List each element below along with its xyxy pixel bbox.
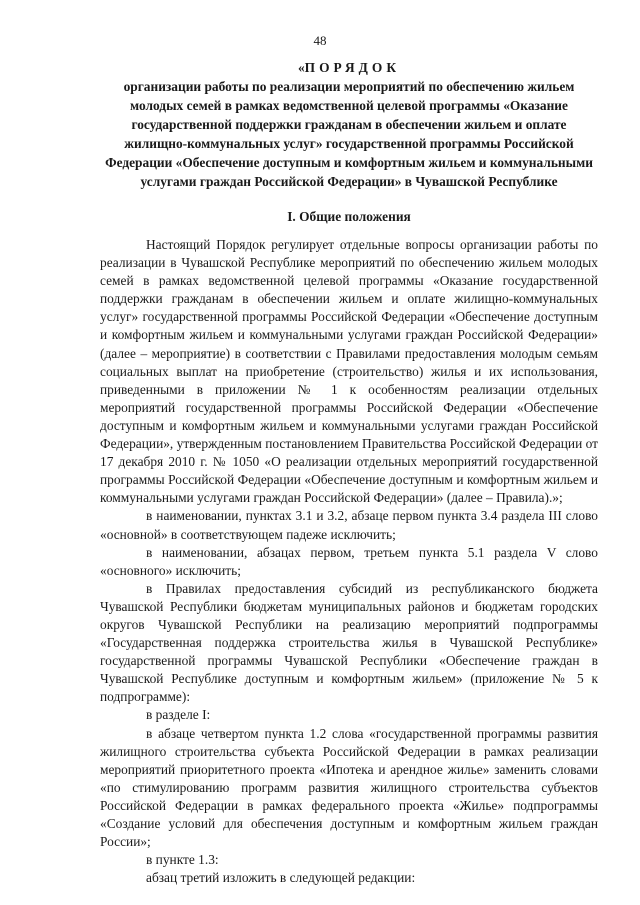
paragraph: в пункте 1.3: <box>146 852 219 868</box>
document-title <box>100 58 598 191</box>
section-heading: I. Общие положения <box>287 209 411 224</box>
body-text <box>100 236 598 887</box>
paragraph: в Правилах предоставления субсидий из республиканского бюджета Чувашской Республики бюджетам муниципальных районов и бюджетам городских округов Чувашской Республики на реализацию мероприятий подпрограммы «Государственная поддержка строительства жилья в Чувашской Республике» государственной программы Чувашской Республики «Обеспечение граждан в Чувашской Республике доступным и комфортным жильем» (приложение № 5 к подпрограмме): <box>100 580 598 705</box>
title-heading-line <box>100 58 598 77</box>
title-open-quote: « <box>297 60 305 75</box>
paragraph: абзац третий изложить в следующей редакции: <box>146 870 416 886</box>
paragraph: в наименовании, пунктах 3.1 и 3.2, абзаце первом пункта 3.4 раздела III слово «основной» в соответствующем падеже исключить; <box>100 508 598 542</box>
paragraph: Настоящий Порядок регулирует отдельные вопросы организации работы по реализации в Чувашской Республике мероприятий по обеспечению жильем молодых семей в рамках ведомственной целевой программы «Оказание государственной поддержки гражданам в обеспечении жильем и оплате жилищно-коммунальных услуг» государственной программы Российской Федерации «Обеспечение доступным и комфортным жильем и коммунальными услугами граждан Российской Федерации» (далее – мероприятие) в соответствии с Правилами предоставления молодым семьям социальных выплат на приобретение (строительство) жилья и их использования, приведенными в приложении № 1 к особенностям реализации отдельных мероприятий государственной программы Российской Федерации «Обеспечение доступным и комфортным жильем и коммунальными услугами граждан Российской Федерации», утвержденным постановлением Правительства Российской Федерации от 17 декабря 2010 г. № 1050 «О реализации отдельных мероприятий государственной программы Российской Федерации «Обеспечение доступным и комфортным жильем и коммунальными услугами граждан Российской Федерации» (далее – Правила).»; <box>100 237 598 506</box>
paragraph: в наименовании, абзацах первом, третьем пункта 5.1 раздела V слово «основного» исключить; <box>100 544 598 578</box>
paragraph: в разделе I: <box>146 707 211 723</box>
title-heading-word: ПОРЯДОК <box>304 60 401 75</box>
title-subtitle: организации работы по реализации мероприятий по обеспечению жильем молодых семей в рамках ведомственной целевой программы «Оказание государственной поддержки гражданам в обеспечении жильем и оплате жилищно-коммунальных услуг» государственной программы Российской Федерации «Обеспечение доступным и комфортным жильем и коммунальными услугами граждан Российской Федерации» в Чувашской Республике <box>105 79 593 189</box>
paragraph: в абзаце четвертом пункта 1.2 слова «государственной программы развития жилищного строительства субъекта Российской Федерации в рамках реализации мероприятий приоритетного проекта «Ипотека и арендное жилье» заменить словами «по стимулированию программ развития жилищного строительства субъектов Российской Федерации в рамках федерального проекта «Жилье» подпрограммы «Создание условий для обеспечения доступным и комфортным жильем граждан России»; <box>100 725 598 850</box>
page-number: 48 <box>313 33 327 48</box>
